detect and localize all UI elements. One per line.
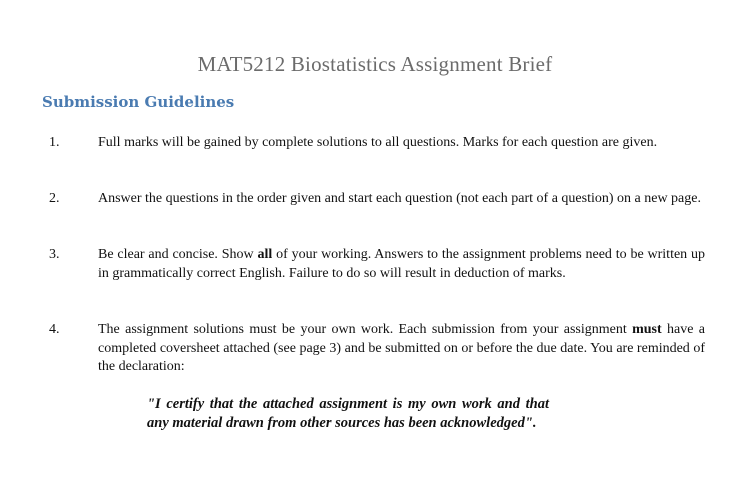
- item-text: Full marks will be gained by complete solutions to all questions. Marks for each question are given.: [98, 135, 658, 150]
- item-text-part: have a completed coversheet attached (see page 3) and be submitted on or before the due date. You are reminded of the declaration:: [98, 322, 705, 374]
- item-text-part: The assignment solutions must be your own work. Each submission from your assignment: [98, 322, 633, 337]
- section-heading: Submission Guidelines: [42, 93, 235, 111]
- item-number: 2.: [49, 191, 60, 206]
- item-number: 1.: [49, 135, 60, 150]
- declaration-quote: "I certify that the attached assignment is my own work and that any material drawn from other sources has been acknowledged".: [147, 396, 549, 431]
- item-text: [98, 321, 705, 377]
- item-text-part: of your working. Answers to the assignment problems need to be written up in grammatically correct English. Failure to do so will result in deduction of marks.: [98, 247, 706, 281]
- item-number: 3.: [49, 247, 60, 262]
- document-title: MAT5212 Biostatistics Assignment Brief: [197, 52, 553, 76]
- item-text: [98, 246, 705, 283]
- item-text-bold: must: [632, 322, 662, 337]
- item-text-part: Be clear and concise. Show: [98, 247, 258, 262]
- item-text: Answer the questions in the order given and start each question (not each part of a question) on a new page.: [98, 191, 701, 206]
- item-text-bold: all: [257, 247, 273, 262]
- item-number: 4.: [49, 322, 60, 337]
